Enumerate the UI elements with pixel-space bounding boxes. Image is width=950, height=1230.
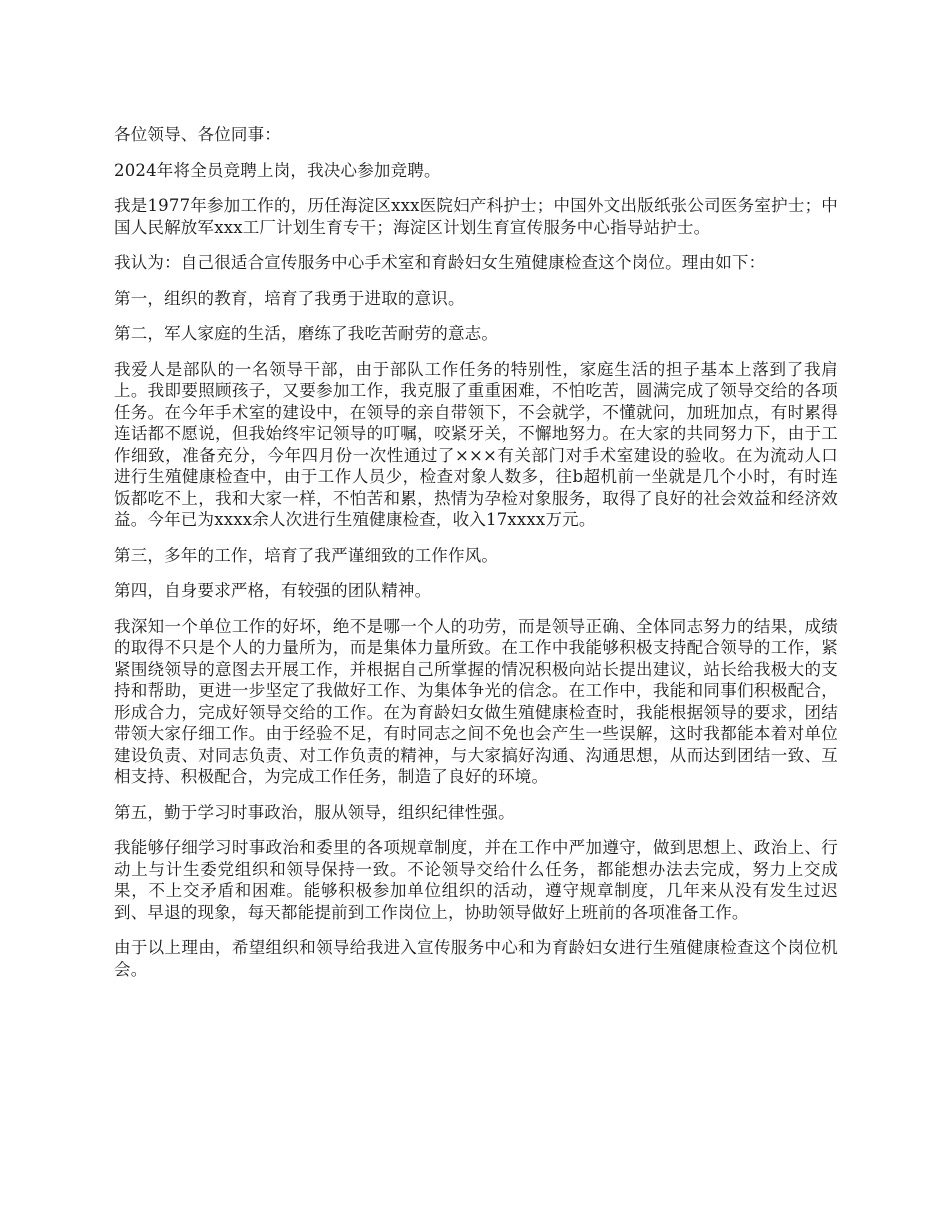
document-body [114, 124, 838, 994]
greeting: 各位领导、各位同事： [114, 125, 281, 144]
paragraph-reason-5: 第五，勤于学习时事政治，服从领导，组织纪律性强。 [114, 802, 515, 822]
paragraph-intro: 2024年将全员竞聘上岗，我决心参加竞聘。 [114, 160, 441, 180]
paragraph-reason-4: 第四，自身要求严格，有较强的团队精神。 [114, 581, 432, 600]
paragraph-teamwork-detail: 我深知一个单位工作的好坏，绝不是哪一个人的功劳，而是领导正确、全体同志努力的结果，成绩的取得不只是个人的力量所为，而是集体力量所致。在工作中我能够积极支持配合领导的工作，紧紧围绕领导的意图去开展工作，并根据自己所掌握的情况积极向站长提出建议，站长给我极大的支持和帮助，更进一步坚定了我做好工作、为集体争光的信念。在工作中，我能和同事们积极配合，形成合力，完成好领导交给的工作。在为育龄妇女做生殖健康检查时，我能根据领导的要求，团结带领大家仔细工作。由于经验不足，有时同志之间不免也会产生一些误解，这时我都能本着对单位建设负责、对同志负责、对工作负责的精神，与大家搞好沟通、沟通思想，从而达到团结一致、互相支持、积极配合，为完成工作任务，制造了良好的环境。 [114, 616, 838, 786]
paragraph-reason-3: 第三，多年的工作，培育了我严谨细致的工作作风。 [114, 545, 499, 565]
paragraph-suitability: 我认为：自己很适合宣传服务中心手术室和育龄妇女生殖健康检查这个岗位。理由如下： [114, 253, 766, 272]
paragraph-work-history: 我是1977年参加工作的，历任海淀区xxx医院妇产科护士；中国外文出版纸张公司医务室护士；中国人民解放军xxx工厂计划生育专干；海淀区计划生育宣传服务中心指导站护士。 [114, 196, 838, 237]
paragraph-family-detail: 我爱人是部队的一名领导干部，由于部队工作任务的特别性，家庭生活的担子基本上落到了我肩上。我即要照顾孩子，又要参加工作，我克服了重重困难，不怕吃苦，圆满完成了领导交给的各项任务。在今年手术室的建设中，在领导的亲自带领下，不会就学，不懂就问，加班加点，有时累得连话都不愿说，但我始终牢记领导的叮嘱，咬紧牙关，不懈地努力。在大家的共同努力下，由于工作细致，准备充分，今年四月份一次性通过了×××有关部门对手术室建设的验收。在为流动人口进行生殖健康检查中，由于工作人员少，检查对象人数多，往b超机前一坐就是几个小时，有时连饭都吃不上，我和大家一样，不怕苦和累，热情为孕检对象服务，取得了良好的社会效益和经济效益。今年已为xxxx余人次进行生殖健康检查，收入17xxxx万元。 [114, 359, 838, 529]
paragraph-reason-1: 第一，组织的教育，培育了我勇于进取的意识。 [114, 288, 465, 308]
paragraph-conclusion: 由于以上理由，希望组织和领导给我进入宣传服务中心和为育龄妇女进行生殖健康检查这个岗位机会。 [114, 938, 838, 979]
paragraph-discipline-detail: 我能够仔细学习时事政治和委里的各项规章制度，并在工作中严加遵守，做到思想上、政治上、行动上与计生委党组织和领导保持一致。不论领导交给什么任务，都能想办法去完成，努力上交成果，不上交矛盾和困难。能够积极参加单位组织的活动，遵守规章制度，几年来从没有发生过迟到、早退的现象，每天都能提前到工作岗位上，协助领导做好上班前的各项准备工作。 [114, 838, 838, 922]
paragraph-reason-2: 第二，军人家庭的生活，磨练了我吃苦耐劳的意志。 [114, 324, 499, 343]
